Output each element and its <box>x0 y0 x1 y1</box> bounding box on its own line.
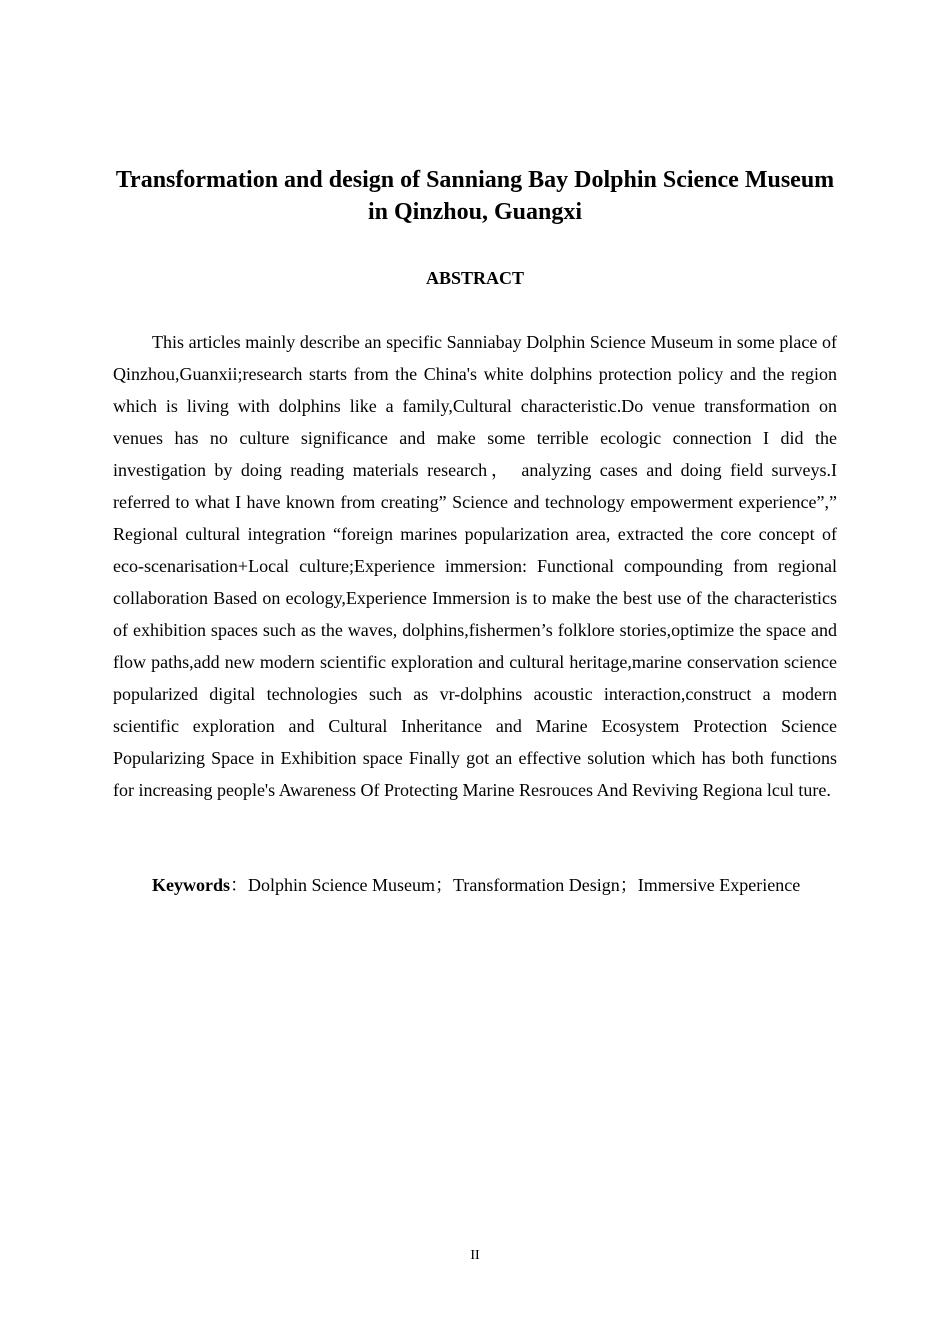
keywords-line <box>113 869 837 901</box>
document-title: Transformation and design of Sanniang Bay Dolphin Science Museum in Qinzhou, Guangxi <box>115 167 835 225</box>
abstract-heading: ABSTRACT <box>425 268 525 288</box>
keywords-label: Keywords <box>152 875 230 895</box>
abstract-paragraph: This articles mainly describe an specific Sanniabay Dolphin Science Museum in some place of Qinzhou,Guanxii;research starts from the China's white dolphins protection policy and the region which is living with dolphins like a family,Cultural characteristic.Do venue transformation on venues has no culture significance and make some terrible ecologic connection I did the investigation by doing reading materials research， analyzing cases and doing field surveys.I referred to what I have known from creating” Science and technology empowerment experience”,” Regional cultural integration “foreign marines popularization area, extracted the core concept of eco-scenarisation+Local culture;Experience immersion: Functional compounding from regional collaboration Based on ecology,Experience Immersion is to make the best use of the characteristics of exhibition spaces such as the waves, dolphins,fishermen’s folklore stories,optimize the space and flow paths,add new modern scientific exploration and cultural heritage,marine conservation science popularized digital technologies such as vr-dolphins acoustic interaction,construct a modern scientific exploration and Cultural Inheritance and Marine Ecosystem Protection Science Popularizing Space in Exhibition space Finally got an effective solution which has both functions for increasing people's Awareness Of Protecting Marine Resrouces And Reviving Regiona lcul ture. <box>113 332 837 800</box>
keywords-text: ：Dolphin Science Museum；Transformation Design；Immersive Experience <box>230 875 801 895</box>
page-number: II <box>470 1248 480 1263</box>
